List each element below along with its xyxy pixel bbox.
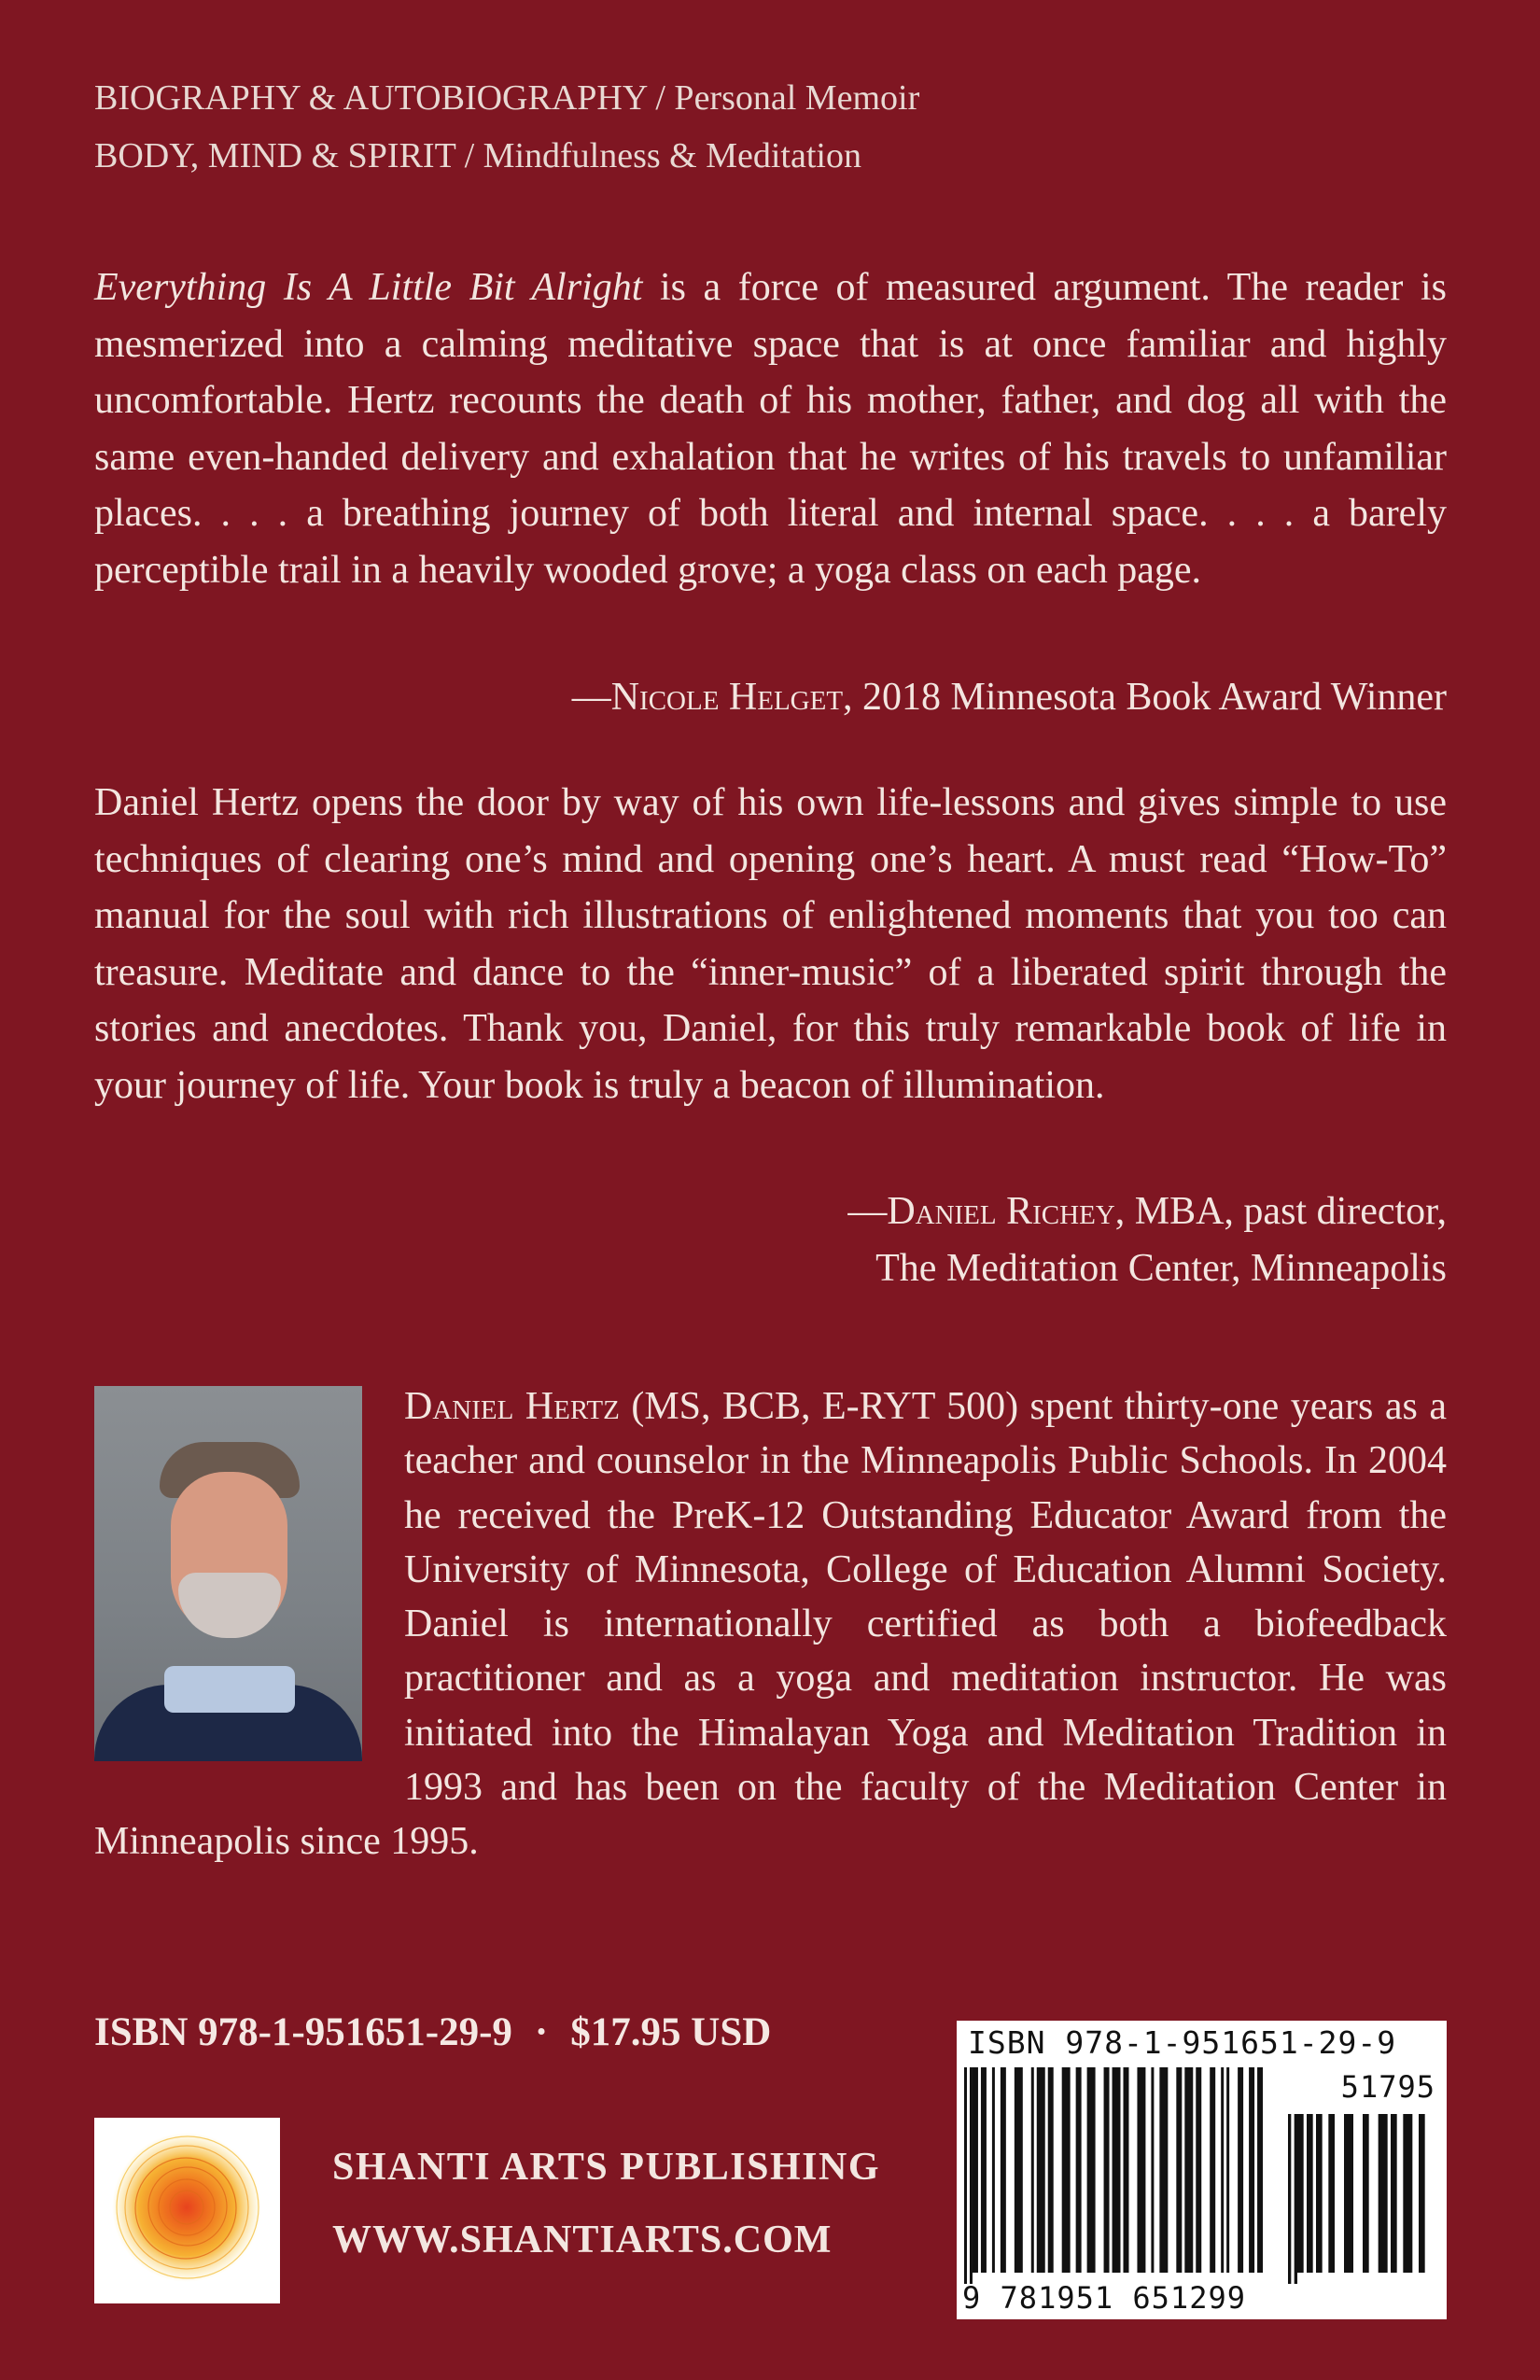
barcode-bar bbox=[1288, 2114, 1291, 2284]
barcode-bar bbox=[1257, 2067, 1263, 2273]
barcode-bar bbox=[1295, 2114, 1297, 2284]
barcode-bar bbox=[1113, 2067, 1121, 2273]
publisher-logo bbox=[94, 2118, 280, 2303]
barcode-bar bbox=[1196, 2067, 1201, 2273]
barcode-bar bbox=[1137, 2067, 1145, 2273]
barcode-bar bbox=[1037, 2067, 1045, 2273]
publisher-name: SHANTI ARTS PUBLISHING bbox=[332, 2146, 881, 2189]
barcode-bar bbox=[1123, 2067, 1128, 2273]
barcode-bar bbox=[1307, 2114, 1313, 2273]
barcode-bar bbox=[1001, 2067, 1006, 2273]
barcode-bar bbox=[1048, 2067, 1054, 2273]
author-photo bbox=[94, 1386, 362, 1761]
review-1-attribution bbox=[572, 669, 1447, 726]
barcode-bar bbox=[1210, 2067, 1215, 2273]
barcode-bar bbox=[1403, 2114, 1412, 2273]
barcode-bar bbox=[973, 2067, 978, 2273]
barcode-bar bbox=[1176, 2067, 1182, 2273]
barcode-bar bbox=[1344, 2114, 1353, 2273]
barcode-bar bbox=[1076, 2067, 1082, 2273]
reviewer-1-credential: , 2018 Minnesota Book Award Winner bbox=[843, 676, 1447, 719]
review-blurb-2: Daniel Hertz opens the door by way of his own life-lessons and gives simple to use techniques of clearing one’s mind and opening one’s heart. A must read “How-To” manual for the soul with rich illustrations of enlightened moments that you too can treasure. Meditate and dance to the “inner-music” of a liberated spirit through the stories and anecdotes. Thank you, Daniel, for this truly remarkable book of life in your journey of life. Your book is truly a beacon of illumination. bbox=[94, 781, 1447, 1107]
barcode-bar bbox=[1238, 2067, 1243, 2273]
barcode-isbn-label: ISBN 978-1-951651-29-9 bbox=[968, 2024, 1397, 2061]
author-bio-section bbox=[94, 1379, 1447, 1869]
reviewer-2-name: —Daniel Richey bbox=[847, 1190, 1115, 1233]
barcode-bar bbox=[964, 2067, 967, 2284]
barcode-bar bbox=[1087, 2067, 1096, 2273]
barcode-bar bbox=[1031, 2067, 1034, 2273]
barcode-bar bbox=[1316, 2114, 1323, 2273]
barcode-bar bbox=[981, 2067, 987, 2273]
barcode-bar bbox=[1104, 2067, 1110, 2273]
barcode-bar bbox=[1226, 2067, 1229, 2273]
isbn-barcode bbox=[957, 2021, 1447, 2319]
price: $17.95 USD bbox=[570, 2010, 772, 2054]
barcode-bar bbox=[1249, 2067, 1254, 2273]
reviewer-2-credential: , MBA, past director, bbox=[1114, 1190, 1447, 1233]
barcode-bar bbox=[1379, 2114, 1388, 2273]
reviewer-1-name: —Nicole Helget bbox=[571, 676, 844, 719]
book-title: Everything Is A Little Bit Alright bbox=[94, 266, 643, 309]
barcode-bar bbox=[1151, 2067, 1154, 2273]
review-blurb-1 bbox=[94, 259, 1447, 598]
reviewer-2-organization: The Meditation Center, Minneapolis bbox=[875, 1246, 1447, 1290]
barcode-bar bbox=[992, 2067, 995, 2273]
category-line-1: BIOGRAPHY & AUTOBIOGRAPHY / Personal Memoir bbox=[94, 78, 920, 118]
barcode-bar bbox=[1062, 2067, 1071, 2273]
barcode-bars bbox=[957, 2021, 1447, 2319]
category-line-2: BODY, MIND & SPIRIT / Mindfulness & Meditation bbox=[94, 136, 861, 175]
barcode-bar bbox=[970, 2067, 973, 2284]
barcode-bar bbox=[1391, 2114, 1397, 2273]
isbn-price-line bbox=[94, 2009, 771, 2055]
barcode-price-code: 51795 bbox=[1340, 2069, 1435, 2105]
publisher-website: WWW.SHANTIARTS.COM bbox=[332, 2219, 833, 2261]
barcode-digits: 9 781951 651299 bbox=[962, 2280, 1246, 2316]
barcode-bar bbox=[1184, 2067, 1193, 2273]
barcode-bar bbox=[1328, 2114, 1335, 2273]
barcode-bar bbox=[1015, 2067, 1023, 2273]
author-bio-body: (MS, BCB, E-RYT 500) spent thirty-one years as a teacher and counselor in the Minneapolis Public Schools. In 2004 he received the PreK-12 Outstanding Educator Award from the University of Minnesota, College of Education Alumni Society. Daniel is internationally certified as both a biofeedback practitioner and as a yoga and meditation instructor. He was initiated into the Himalayan Yoga and Meditation Tradition in 1993 and has been on the faculty of the Meditation Center in Minneapolis since 1995. bbox=[94, 1385, 1447, 1864]
subject-categories bbox=[94, 69, 919, 185]
author-name: Daniel Hertz bbox=[404, 1385, 620, 1428]
barcode-bar bbox=[1297, 2114, 1304, 2273]
sun-spiral-icon bbox=[94, 2118, 280, 2303]
barcode-bar bbox=[1159, 2067, 1168, 2273]
review-2-attribution bbox=[847, 1183, 1447, 1296]
isbn-number: ISBN 978-1-951651-29-9 bbox=[94, 2010, 512, 2054]
review-1-text: is a force of measured argument. The reader is mesmerized into a calming meditative space that is at once familiar and highly uncomfortable. Hertz recounts the death of his mother, father, and dog all with the same even-handed delivery and exhalation that he writes of his travels to unfamiliar places. . . . a breathing journey of both literal and internal space. . . . a barely perceptible trail in a heavily wooded grove; a yoga class on each page. bbox=[94, 266, 1447, 592]
separator-dot: · bbox=[534, 2010, 549, 2054]
barcode-bar bbox=[1419, 2114, 1425, 2273]
barcode-bar bbox=[1363, 2114, 1369, 2273]
barcode-bar bbox=[1221, 2067, 1224, 2273]
